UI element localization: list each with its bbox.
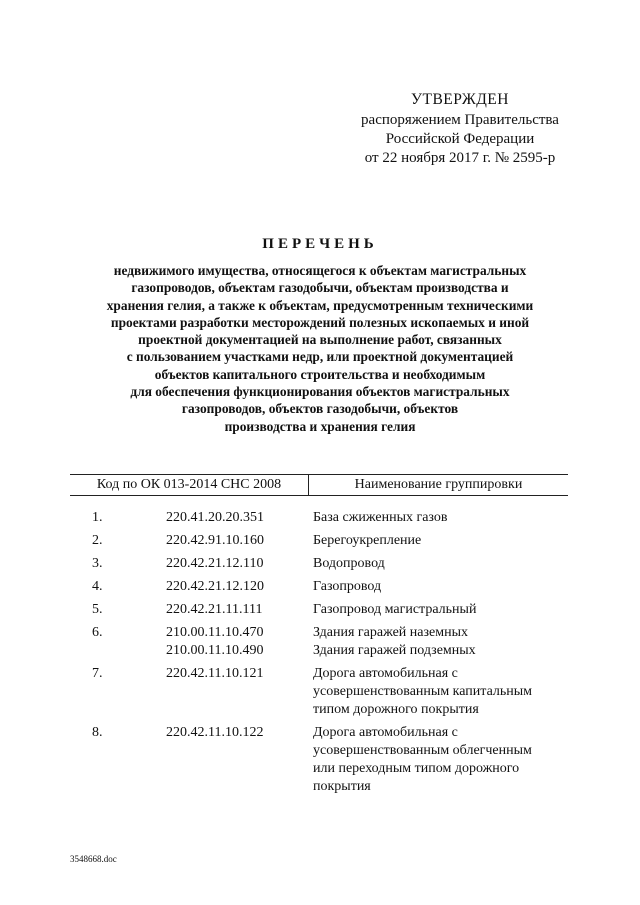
row-code: 220.42.21.12.120	[166, 579, 264, 594]
row-code: 220.42.21.12.110	[166, 556, 264, 571]
approval-stamp: УТВЕРЖДЕН	[411, 91, 509, 108]
row-code	[166, 624, 263, 660]
row-code: 220.42.11.10.122	[166, 725, 264, 740]
table-row	[0, 578, 640, 596]
row-number: 2.	[92, 533, 103, 548]
subtitle-line: производства и хранения гелия	[224, 418, 416, 434]
row-name	[313, 601, 598, 619]
row-name	[313, 624, 598, 660]
row-name-line: Газопровод	[313, 579, 382, 594]
row-name-line: База сжиженных газов	[313, 510, 448, 525]
file-name-footer: 3548668.doc	[70, 854, 117, 864]
subtitle-line: газопроводов, объектов газодобычи, объектов	[181, 401, 459, 417]
approval-line-3: от 22 ноября 2017 г. № 2595-р	[364, 150, 556, 166]
row-code: 220.42.91.10.160	[166, 533, 264, 548]
row-name	[313, 555, 598, 573]
row-name	[313, 509, 598, 527]
row-name-line: Газопровод магистральный	[313, 602, 477, 617]
row-name-line: типом дорожного покрытия	[313, 702, 479, 717]
table-header	[70, 474, 568, 496]
table-row	[0, 724, 640, 796]
table-row	[0, 601, 640, 619]
table-row	[0, 624, 640, 660]
document-title: ПЕРЕЧЕНЬ	[262, 236, 378, 252]
row-number: 7.	[92, 666, 103, 681]
row-name	[313, 665, 598, 719]
subtitle-line: хранения гелия, а также к объектам, предусмотренным техническими	[106, 297, 534, 313]
approval-line-2: Российской Федерации	[385, 131, 535, 147]
row-code: 220.41.20.20.351	[166, 510, 264, 525]
row-code: 220.42.21.11.111	[166, 602, 263, 617]
row-name-line: Водопровод	[313, 556, 385, 571]
subtitle-line: недвижимого имущества, относящегося к объектам магистральных	[113, 263, 527, 278]
table-row	[0, 532, 640, 550]
row-name-line: Здания гаражей подземных	[313, 643, 476, 658]
row-name	[313, 724, 598, 796]
table-row	[0, 665, 640, 719]
row-number: 4.	[92, 579, 103, 594]
subtitle-line: проектной документацией на выполнение работ, связанных	[138, 332, 502, 348]
column-header-code: Код по ОК 013-2014 СНС 2008	[70, 475, 309, 495]
row-name-line: усовершенствованным капитальным	[313, 684, 533, 699]
row-code: 220.42.11.10.121	[166, 666, 264, 681]
row-code-line: 210.00.11.10.490	[166, 643, 264, 658]
row-number: 6.	[92, 625, 103, 640]
row-number: 8.	[92, 725, 103, 740]
subtitle-line: объектов капитального строительства и необходимым	[154, 366, 486, 382]
row-number: 1.	[92, 510, 103, 525]
row-code-line: 210.00.11.10.470	[166, 625, 264, 640]
row-name-line: или переходным типом дорожного	[313, 761, 520, 776]
row-name-line: покрытия	[313, 779, 371, 794]
row-number: 5.	[92, 602, 103, 617]
row-name-line: Берегоукрепление	[313, 533, 422, 548]
table-row	[0, 555, 640, 573]
table-row	[0, 509, 640, 527]
row-name	[313, 532, 598, 550]
row-name	[313, 578, 598, 596]
approval-block	[330, 90, 590, 168]
document-subtitle	[60, 262, 580, 435]
row-name-line: усовершенствованным облегченным	[313, 743, 532, 758]
approval-line-1: распоряжением Правительства	[361, 112, 559, 128]
row-name-line: Дорога автомобильная с	[313, 725, 458, 740]
subtitle-line: проектами разработки месторождений полезных ископаемых и иной	[110, 314, 530, 330]
row-name-line: Дорога автомобильная с	[313, 666, 458, 681]
subtitle-line: газопроводов, объектам газодобычи, объектам производства и	[131, 280, 509, 296]
row-name-line: Здания гаражей наземных	[313, 625, 468, 640]
column-header-name: Наименование группировки	[354, 477, 523, 492]
subtitle-line: для обеспечения функционирования объектов магистральных	[130, 384, 510, 400]
row-number: 3.	[92, 556, 103, 571]
table-body	[0, 509, 640, 796]
subtitle-line: с пользованием участками недр, или проектной документацией	[126, 349, 514, 365]
